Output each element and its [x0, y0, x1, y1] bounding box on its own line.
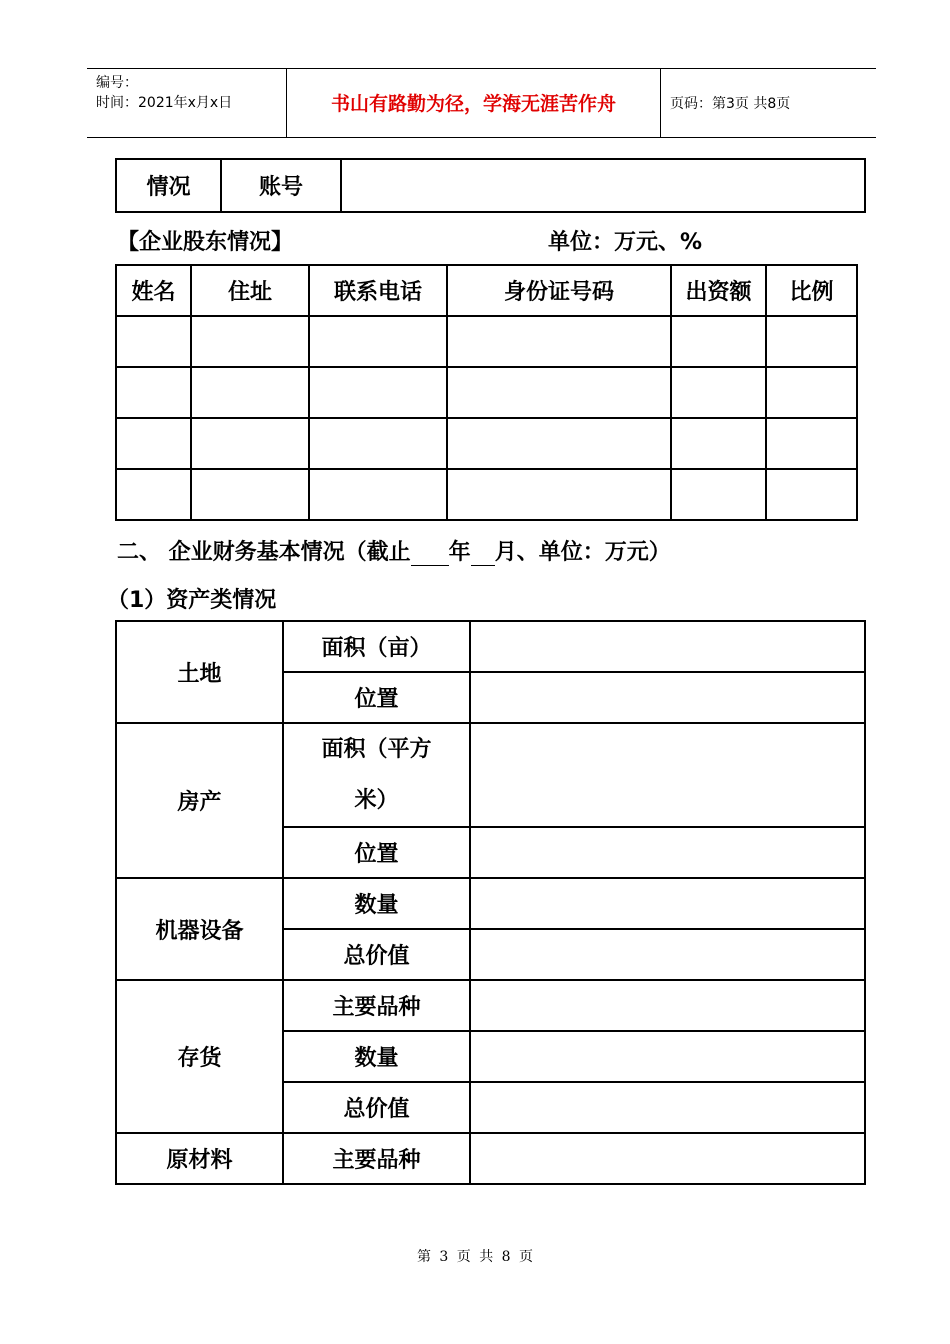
- finance-heading-part2: 年: [448, 540, 471, 565]
- house-area-line2: 米）: [354, 788, 399, 813]
- land-area-label: 面积（亩）: [283, 621, 470, 672]
- inventory-main-types-value[interactable]: [470, 980, 865, 1031]
- inventory-total-value-label: 总价值: [283, 1082, 470, 1133]
- time-label: 时间：2021年x月x日: [96, 95, 233, 111]
- house-area-label: [283, 723, 470, 827]
- land-location-value[interactable]: [470, 672, 865, 723]
- table-cell[interactable]: [447, 367, 671, 418]
- finance-heading: [117, 535, 671, 566]
- shareholders-table: [115, 264, 858, 521]
- house-location-label: 位置: [283, 827, 470, 878]
- page-footer: 第 3 页 共 8 页: [416, 1249, 534, 1265]
- page-header: [87, 68, 876, 138]
- table-cell[interactable]: [309, 418, 447, 469]
- table-cell[interactable]: [309, 316, 447, 367]
- house-label: 房产: [116, 723, 283, 878]
- column-header-address: 住址: [191, 265, 309, 316]
- table-row: [116, 980, 865, 1031]
- table-row: [116, 418, 857, 469]
- table-cell[interactable]: [309, 367, 447, 418]
- table-cell[interactable]: [116, 469, 191, 520]
- account-table: [115, 158, 866, 213]
- table-cell[interactable]: [116, 418, 191, 469]
- shareholders-unit: 单位：万元、%: [548, 230, 703, 255]
- table-cell[interactable]: [671, 367, 766, 418]
- header-left: [96, 73, 232, 113]
- table-cell[interactable]: [766, 418, 857, 469]
- table-cell[interactable]: [766, 469, 857, 520]
- account-value-cell[interactable]: [341, 159, 865, 212]
- inventory-label: 存货: [116, 980, 283, 1133]
- land-label: 土地: [116, 621, 283, 723]
- header-page-info: 页码：第3页 共8页: [670, 96, 791, 112]
- year-blank[interactable]: [411, 540, 449, 566]
- table-row: [116, 723, 865, 827]
- shareholders-title: 【企业股东情况】: [117, 230, 294, 255]
- table-cell[interactable]: [191, 367, 309, 418]
- table-cell[interactable]: [671, 316, 766, 367]
- column-header-name: 姓名: [116, 265, 191, 316]
- serial-label: 编号：: [96, 75, 138, 91]
- table-cell[interactable]: [191, 316, 309, 367]
- table-row: [116, 621, 865, 672]
- table-row: [116, 1133, 865, 1184]
- raw-materials-main-types-value[interactable]: [470, 1133, 865, 1184]
- inventory-quantity-label: 数量: [283, 1031, 470, 1082]
- machinery-label: 机器设备: [116, 878, 283, 980]
- inventory-quantity-value[interactable]: [470, 1031, 865, 1082]
- inventory-total-value-value[interactable]: [470, 1082, 865, 1133]
- table-cell[interactable]: [766, 316, 857, 367]
- assets-table: [115, 620, 866, 1185]
- column-header-id-number: 身份证号码: [447, 265, 671, 316]
- account-label: 账号: [221, 159, 341, 212]
- machinery-quantity-label: 数量: [283, 878, 470, 929]
- table-cell[interactable]: [447, 469, 671, 520]
- account-row-label: 情况: [116, 159, 221, 212]
- house-location-value[interactable]: [470, 827, 865, 878]
- table-cell[interactable]: [671, 418, 766, 469]
- house-area-line1: 面积（平方: [321, 737, 432, 762]
- machinery-total-value-label: 总价值: [283, 929, 470, 980]
- table-row: [116, 469, 857, 520]
- finance-heading-part3: 月、单位：万元）: [494, 540, 671, 565]
- raw-materials-label: 原材料: [116, 1133, 283, 1184]
- table-cell[interactable]: [447, 418, 671, 469]
- table-cell[interactable]: [116, 316, 191, 367]
- column-header-phone: 联系电话: [309, 265, 447, 316]
- table-cell[interactable]: [116, 367, 191, 418]
- table-cell[interactable]: [766, 367, 857, 418]
- table-row: [116, 878, 865, 929]
- table-cell[interactable]: [447, 316, 671, 367]
- header-motto: 书山有路勤为径，学海无涯苦作舟: [330, 93, 616, 115]
- header-divider: [660, 69, 661, 137]
- machinery-total-value-value[interactable]: [470, 929, 865, 980]
- assets-title: （1）资产类情况: [107, 588, 277, 613]
- table-cell[interactable]: [309, 469, 447, 520]
- table-row: [116, 367, 857, 418]
- table-cell[interactable]: [191, 469, 309, 520]
- column-header-ratio: 比例: [766, 265, 857, 316]
- table-cell[interactable]: [191, 418, 309, 469]
- table-cell[interactable]: [671, 469, 766, 520]
- machinery-quantity-value[interactable]: [470, 878, 865, 929]
- table-row: [116, 316, 857, 367]
- column-header-contribution: 出资额: [671, 265, 766, 316]
- land-location-label: 位置: [283, 672, 470, 723]
- land-area-value[interactable]: [470, 621, 865, 672]
- raw-materials-main-types-label: 主要品种: [283, 1133, 470, 1184]
- table-header-row: [116, 265, 857, 316]
- finance-heading-part1: 二、 企业财务基本情况（截止: [117, 540, 411, 565]
- house-area-value[interactable]: [470, 723, 865, 827]
- month-blank[interactable]: [471, 540, 495, 566]
- inventory-main-types-label: 主要品种: [283, 980, 470, 1031]
